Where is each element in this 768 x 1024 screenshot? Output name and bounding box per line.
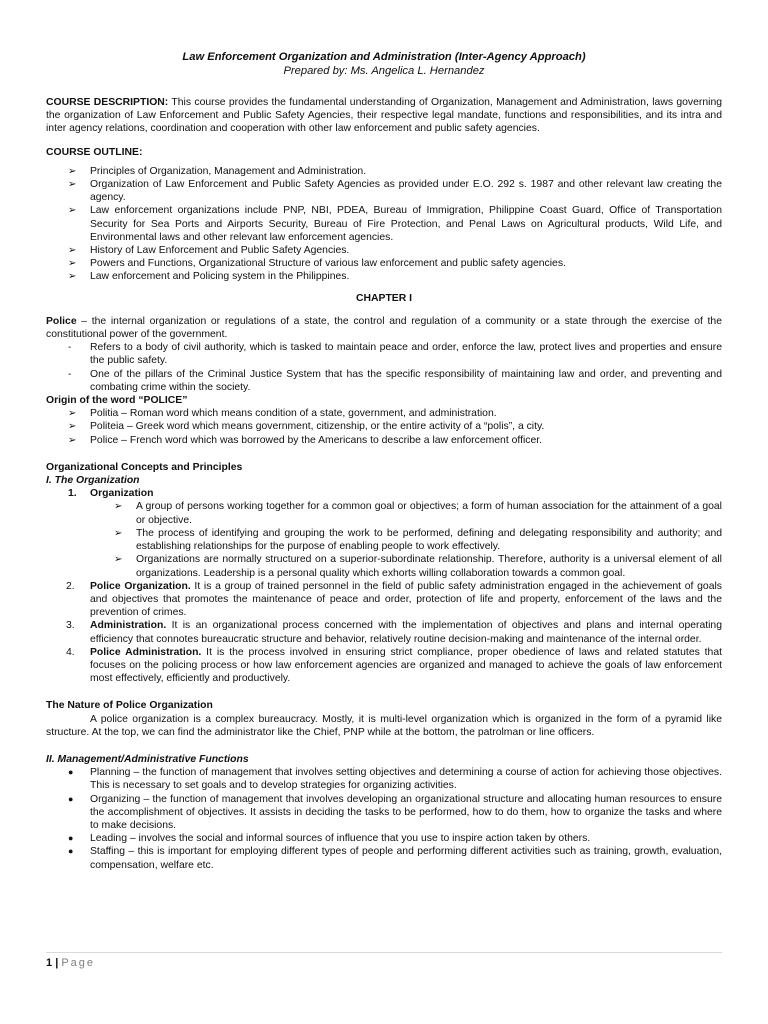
list-item: - Refers to a body of civil authority, which is tasked to maintain peace and order, enforce the law, protect lives and properties and ensure the public safety. [68,342,722,367]
page-footer [46,952,722,969]
numbered-item-police-organization: 2. Police Organization. It is a group of trained personnel in the field of public safety administration engaged in the achievement of goals and objectives that promotes the maintenance of peace and order, protection of life and property, enforcement of the laws and the prevention of crimes. [66,580,722,619]
list-item: ➢ Politia – Roman word which means condition of a state, government, and administration. [68,408,497,420]
list-item: ➢ Organizations are normally structured on a superior-subordinate relationship. Therefore, authority is a universal element of all organizations. Leadership is a personal quality which exhorts willing collaboration towards a common goal. [114,554,722,579]
arrowhead-bullet-icon: ➢ [68,434,77,446]
list-item: ➢ Organization of Law Enforcement and Public Safety Agencies as provided under E.O. 292 s. 1987 and other relevant law creating the agency. [68,179,722,204]
list-item: ● Staffing – this is important for employing different types of people and performing different activities such as training, growth, evaluation, compensation, welfare etc. [68,846,722,871]
course-outline-list [46,165,722,284]
round-bullet-icon: ● [68,833,74,844]
dash-bullet: - [68,342,72,354]
page-number: 1 [46,957,53,969]
chapter-heading: CHAPTER I [356,292,412,304]
list-item: ➢ Powers and Functions, Organizational Structure of various law enforcement and public safety agencies. [68,258,566,270]
arrowhead-bullet-icon: ➢ [68,245,77,257]
nature-heading: The Nature of Police Organization [46,700,213,712]
numbered-item-organization: 1. Organization [68,488,154,500]
list-item: ➢ Law enforcement and Policing system in the Philippines. [68,271,350,283]
course-description-text: This course provides the fundamental understanding of Organization, Management and Administration, laws governing the organization of Law Enforcement and Public Safety Agencies, their respective legal mandate, functions and responsibilities, and its intra and inter agency relations, coordination and cooperation with other law enforcement and public safety agencies. [46,97,723,135]
list-item: ● Planning – the function of management that involves setting objectives and determining a course of action for achieving those objectives. This is necessary to set goals and to develop strategies for organizing activities. [68,767,722,792]
origin-heading: Origin of the word “POLICE” [46,395,188,407]
organization-subheading: I. The Organization [46,475,140,487]
list-item: ➢ The process of identifying and grouping the work to be performed, defining and delegating responsibility and authority; and establishing relationships for the purpose of enabling people to work effectively. [114,527,722,553]
document-page [46,48,722,872]
organization-points [46,500,722,579]
list-item: ➢ Police – French word which was borrowed by the Americans to describe a law enforcement officer. [68,434,543,446]
police-definition [46,315,722,341]
nature-text: A police organization is a complex bureaucracy. Mostly, it is multi-level organization which is organized in the form of a pyramid like structure. At the top, we can find the administrator like the Chief, PNP while at the bottom, the patrolman or line officers. [46,713,722,738]
management-list [46,766,722,872]
arrowhead-bullet-icon: ➢ [68,205,77,217]
police-term: Police [46,315,77,327]
list-item: ➢ History of Law Enforcement and Public Safety Agencies. [68,245,350,257]
list-item: ● Leading – involves the social and informal sources of influence that you use to inspire action taken by others. [68,833,591,845]
arrowhead-bullet-icon: ➢ [68,179,77,191]
document-subtitle: Prepared by: Ms. Angelica L. Hernandez [283,65,485,77]
arrowhead-bullet-icon: ➢ [114,501,123,513]
arrowhead-bullet-icon: ➢ [68,408,77,420]
list-item: ➢ Law enforcement organizations include PNP, NBI, PDEA, Bureau of Immigration, Philippine Coast Guard, Office of Transportation Security for Sea Ports and Airports Security, Bureau of Fire Protection, and Penal Laws on Agricultural products, Wild Life, and Environmental laws and other relevant law enforcement agencies. [68,205,722,243]
document-title: Law Enforcement Organization and Administration (Inter-Agency Approach) [182,51,586,63]
arrowhead-bullet-icon: ➢ [68,271,77,283]
round-bullet-icon: ● [68,793,74,804]
concepts-heading: Organizational Concepts and Principles [46,461,243,473]
course-description [46,96,722,136]
course-description-label: COURSE DESCRIPTION: [46,97,169,108]
arrowhead-bullet-icon: ➢ [68,421,77,433]
arrowhead-bullet-icon: ➢ [114,527,123,539]
arrowhead-bullet-icon: ➢ [114,554,123,566]
list-item: ● Organizing – the function of management that involves developing an organizational structure and allocating human resources to ensure the accomplishment of objectives. It assists in deciding the tasks to be performed, how to do them, how to organize the tasks and where to make decisions. [68,793,722,831]
round-bullet-icon: ● [68,767,74,778]
management-heading: II. Management/Administrative Functions [46,753,249,765]
dash-bullet: - [68,368,72,380]
page-label: Page [61,957,96,969]
list-item: ➢ A group of persons working together for a common goal or objectives; a form of human association for the attainment of a goal or objective. [114,501,722,526]
police-definition-text: – the internal organization or regulations of a state, the control and regulation of a community or a state through the exercise of the constitutional power of the government. [46,315,722,341]
numbered-item-administration: 3. Administration. It is an organizational process concerned with the implementation of objectives and plans and internal operating efficiency that connotes bureaucratic structure and behavior, relatively routine decision-making and maintenance of the internal order. [66,620,722,645]
police-points [46,341,722,394]
arrowhead-bullet-icon: ➢ [68,258,77,270]
footer-separator: | [55,957,59,969]
list-item: - One of the pillars of the Criminal Justice System that has the specific responsibility of maintaining law and order, and preventing and combating crime within the society. [68,368,722,393]
origin-list [46,407,722,447]
numbered-item-police-administration: 4. Police Administration. It is the process involved in ensuring strict compliance, proper obedience of laws and related statutes that focuses on the policing process or how law enforcement agencies are organized and managed to achieve the goals of law enforcement most effectively, efficiently and productively. [66,646,722,685]
course-outline-label: COURSE OUTLINE: [46,146,143,158]
list-item: ➢ Politeia – Greek word which means government, citizenship, or the entire activity of a “polis”, a city. [68,421,545,433]
round-bullet-icon: ● [68,846,74,857]
arrowhead-bullet-icon: ➢ [68,165,77,177]
list-item: ➢ Principles of Organization, Management and Administration. [68,165,367,177]
